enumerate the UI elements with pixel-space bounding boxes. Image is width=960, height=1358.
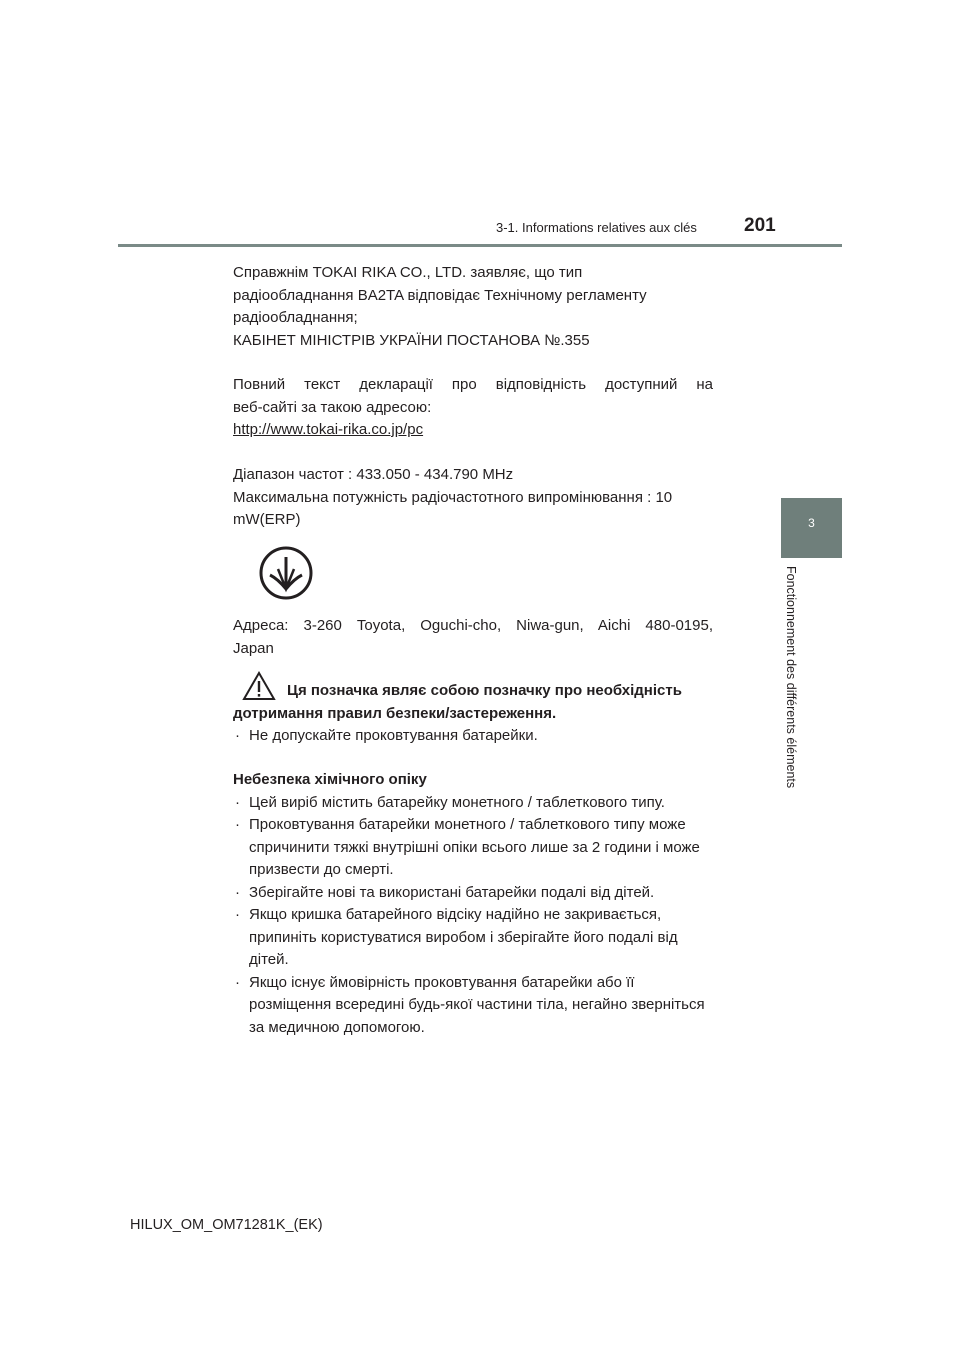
hazard-list-item: · Якщо існує ймовірність проковтування батарейки або її розміщення всередині будь-якої частини тіла, негайно зверніться за медичною допомогою. (235, 973, 705, 1036)
declaration-url-link[interactable]: http://www.tokai-rika.co.jp/pc (233, 421, 424, 438)
address-block (233, 615, 713, 660)
full-text-line: Повний текст декларації про відповідність доступний на (233, 376, 713, 393)
max-power-line: Максимальна потужність радіочастотного випромінювання : 10 (233, 488, 673, 506)
warning-line: Ця позначка являє собою позначку про необхідність (287, 682, 682, 699)
page-number: 201 (744, 215, 776, 236)
hazard-list-item: · Зберігайте нові та використані батарейки подалі від дітей. (235, 883, 655, 901)
warning-line: дотримання правил безпеки/застереження. (233, 704, 557, 722)
declaration-block (233, 262, 713, 352)
hazard-list-item: · Проковтування батарейки монетного / таблеткового типу може спричинити тяжкі внутрішні опіки всього лише за 2 години і може призвести до смерті. (235, 816, 700, 878)
declaration-line: радіообладнання BA2TA відповідає Технічному регламенту (233, 286, 647, 304)
address-line: Japan (233, 639, 274, 657)
warning-bullet: · Не допускайте проковтування батарейки. (235, 727, 538, 744)
header-divider (118, 244, 842, 247)
address-line: Адреса: 3-260 Toyota, Oguchi-cho, Niwa-gun, Aichi 480-0195, (233, 617, 713, 634)
chapter-tab (781, 498, 842, 558)
radio-specs (233, 464, 713, 532)
hazard-list-item: · Цей виріб містить батарейку монетного / таблеткового типу. (235, 793, 665, 811)
declaration-line: Справжнім TOKAI RIKA CO., LTD. заявляє, що тип (233, 264, 583, 281)
document-code: HILUX_OM_OM71281K_(EK) (130, 1217, 323, 1233)
ukrainian-conformity-mark-icon (258, 545, 314, 601)
chapter-title: Fonctionnement des différents éléments (784, 566, 798, 789)
chemical-hazard-block (233, 769, 713, 1039)
hazard-list-item: · Якщо кришка батарейного відсіку надійно не закривається, припиніть користуватися виробом і зберігайте його подалі від дітей. (235, 906, 678, 968)
section-title: 3-1. Informations relatives aux clés (496, 220, 697, 235)
declaration-line: КАБІНЕТ МІНІСТРІВ УКРАЇНИ ПОСТАНОВА №.355 (233, 331, 590, 349)
max-power-line: mW(ERP) (233, 511, 301, 528)
full-text-block (233, 374, 713, 442)
frequency-range: Діапазон частот : 433.050 - 434.790 MHz (233, 466, 514, 483)
declaration-line: радіообладнання; (233, 309, 358, 326)
chapter-number: 3 (808, 516, 815, 530)
warning-block (233, 680, 713, 748)
full-text-line: веб-сайті за такою адресою: (233, 398, 432, 416)
chemical-hazard-title: Небезпека хімічного опіку (233, 771, 427, 788)
